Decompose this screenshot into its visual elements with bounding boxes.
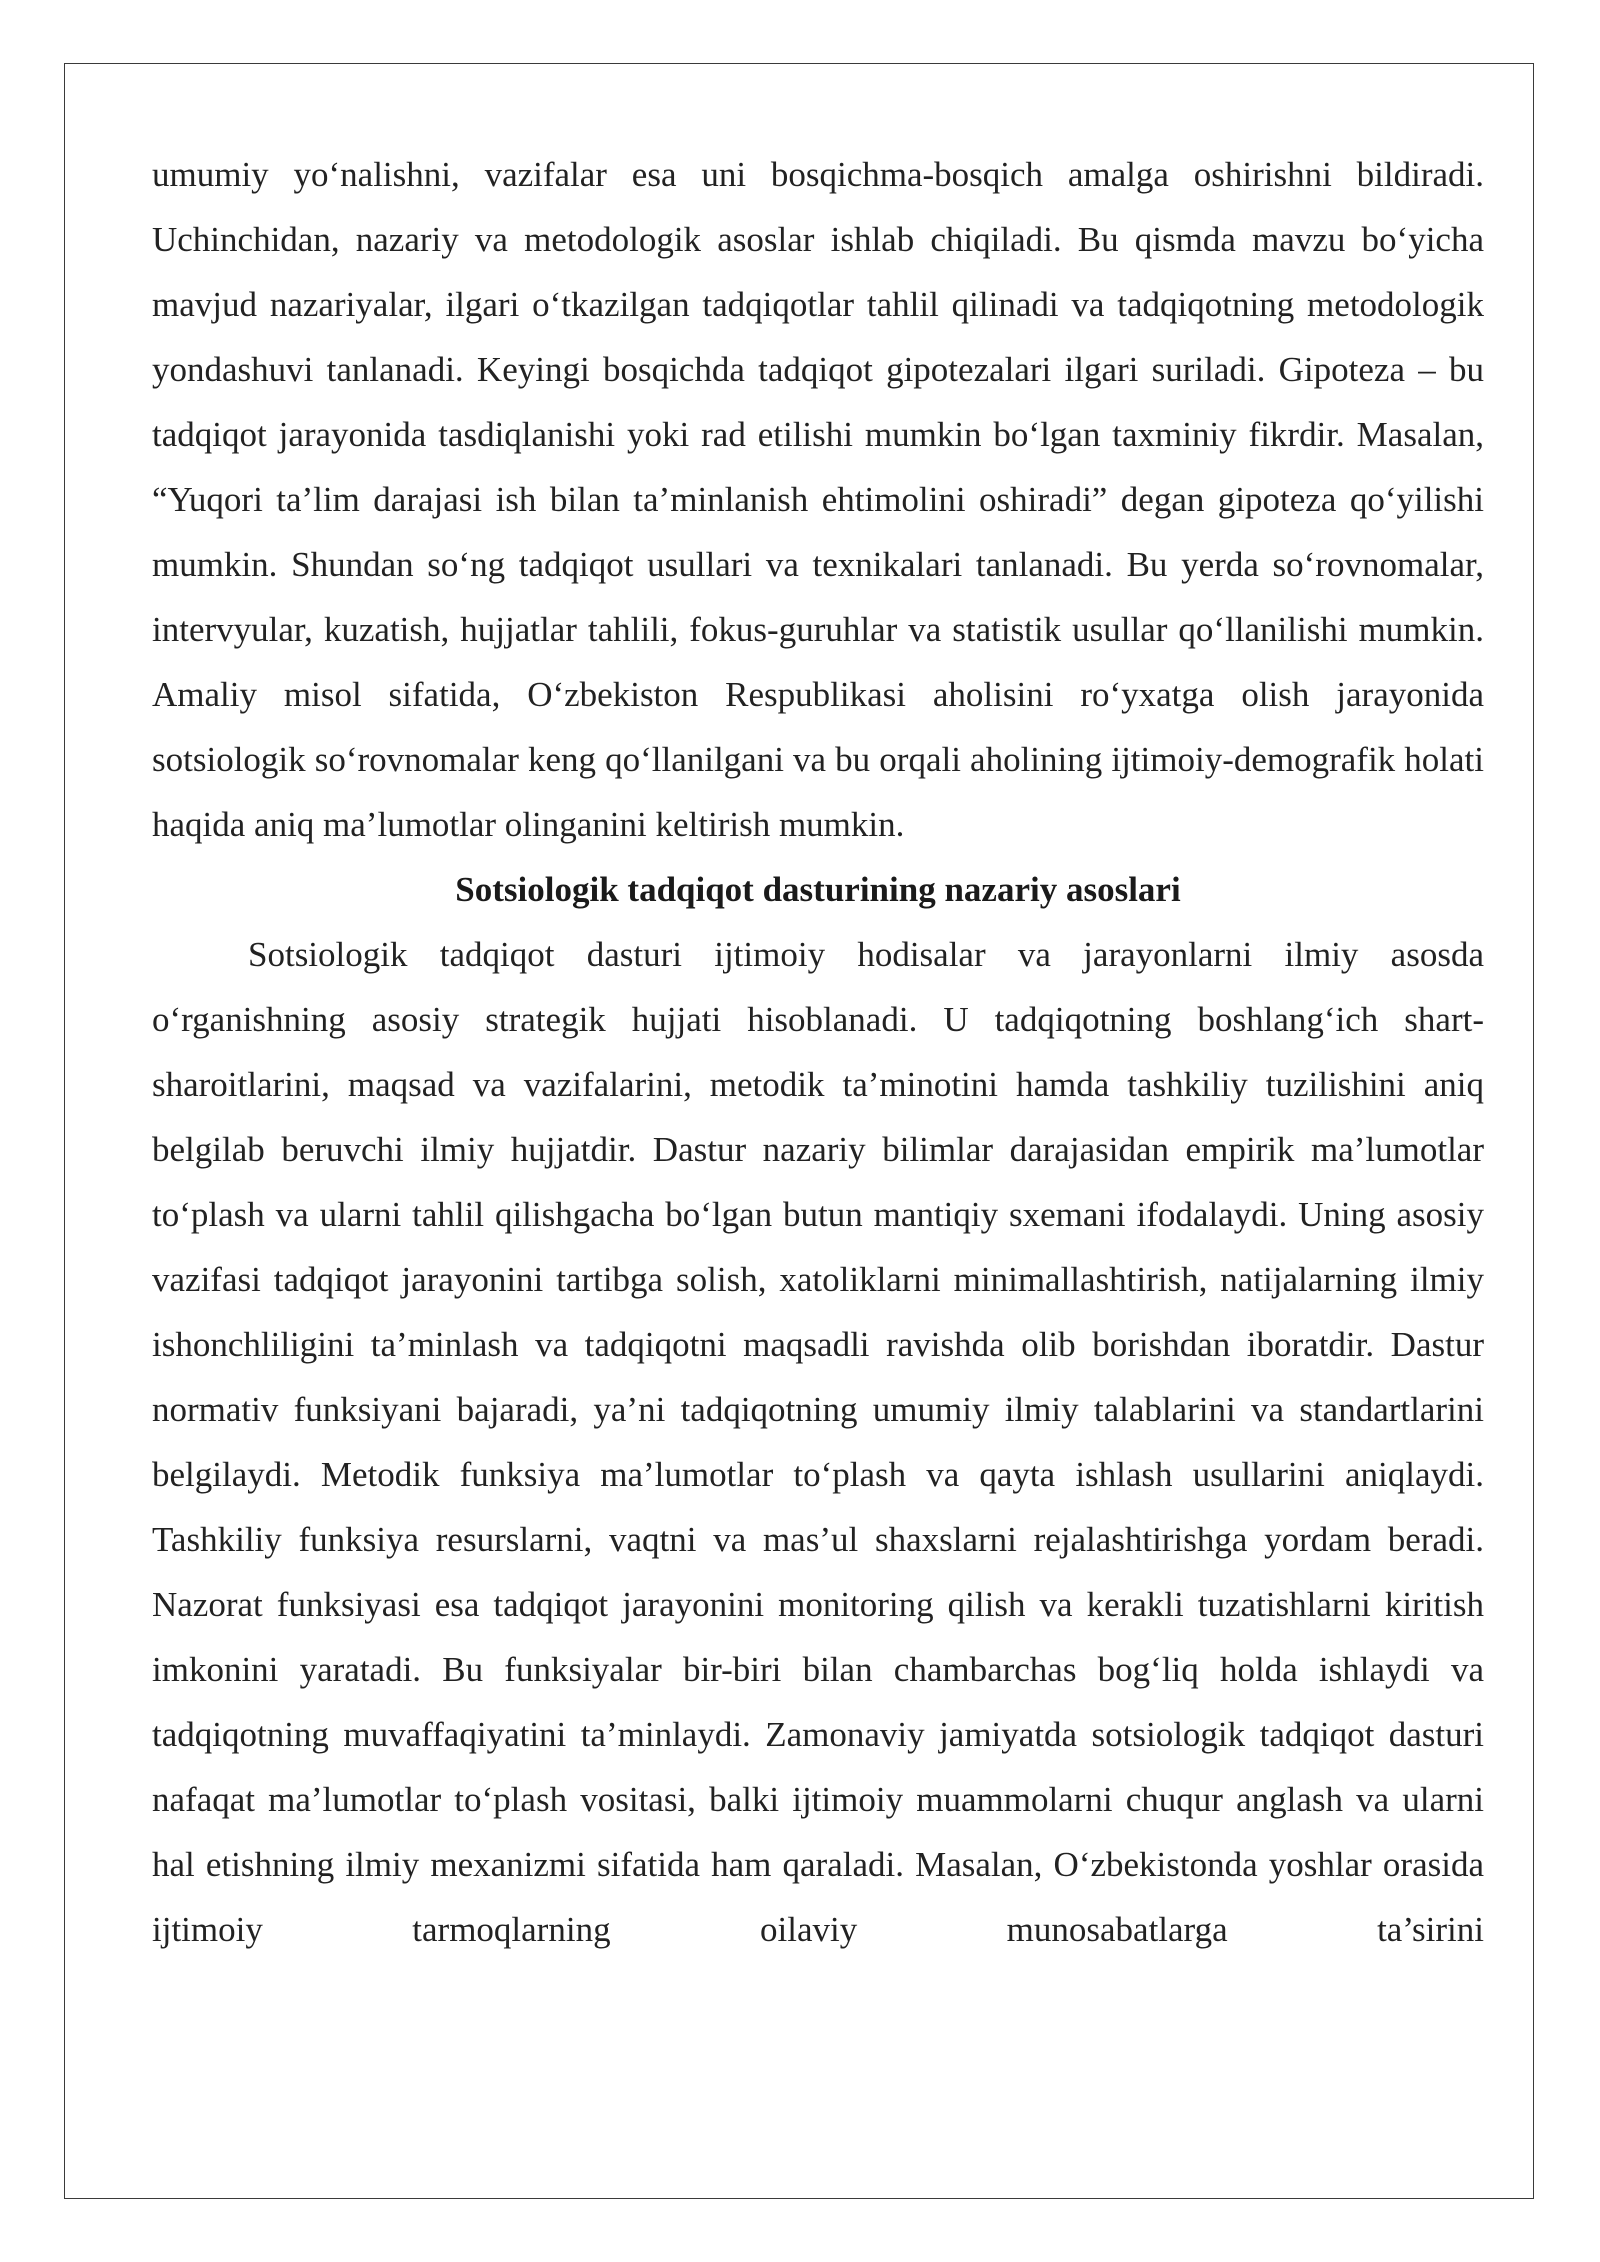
section-heading: Sotsiologik tadqiqot dasturining nazariy asoslari	[455, 870, 1181, 909]
document-body	[152, 142, 1484, 1962]
body-paragraph-2: Sotsiologik tadqiqot dasturi ijtimoiy hodisalar va jarayonlarni ilmiy asosda o‘rganishning asosiy strategik hujjati hisoblanadi. U tadqiqotning boshlang‘ich shart-sharoitlarini, maqsad va vazifalarini, metodik ta’minotini hamda tashkiliy tuzilishini aniq belgilab beruvchi ilmiy hujjatdir. Dastur nazariy bilimlar darajasidan empirik ma’lumotlar to‘plash va ularni tahlil qilishgacha bo‘lgan butun mantiqiy sxemani ifodalaydi. Uning asosiy vazifasi tadqiqot jarayonini tartibga solish, xatoliklarni minimallashtirish, natijalarning ilmiy ishonchliligini ta’minlash va tadqiqotni maqsadli ravishda olib borishdan iboratdir. Dastur normativ funksiyani bajaradi, ya’ni tadqiqotning umumiy ilmiy talablarini va standartlarini belgilaydi. Metodik funksiya ma’lumotlar to‘plash va qayta ishlash usullarini aniqlaydi. Tashkiliy funksiya resurslarni, vaqtni va mas’ul shaxslarni rejalashtirishga yordam beradi. Nazorat funksiyasi esa tadqiqot jarayonini monitoring qilish va kerakli tuzatishlarni kiritish imkonini yaratadi. Bu funksiyalar bir-biri bilan chambarchas bog‘liq holda ishlaydi va tadqiqotning muvaffaqiyatini ta’minlaydi. Zamonaviy jamiyatda sotsiologik tadqiqot dasturi nafaqat ma’lumotlar to‘plash vositasi, balki ijtimoiy muammolarni chuqur anglash va ularni hal etishning ilmiy mexanizmi sifatida ham qaraladi. Masalan, O‘zbekistonda yoshlar orasida ijtimoiy tarmoqlarning oilaviy munosabatlarga ta’sirini	[152, 935, 1484, 1949]
body-paragraph-1: umumiy yo‘nalishni, vazifalar esa uni bosqichma-bosqich amalga oshirishni bildiradi. Uchinchidan, nazariy va metodologik asoslar ishlab chiqiladi. Bu qismda mavzu bo‘yicha mavjud nazariyalar, ilgari o‘tkazilgan tadqiqotlar tahlil qilinadi va tadqiqotning metodologik yondashuvi tanlanadi. Keyingi bosqichda tadqiqot gipotezalari ilgari suriladi. Gipoteza – bu tadqiqot jarayonida tasdiqlanishi yoki rad etilishi mumkin bo‘lgan taxminiy fikrdir. Masalan, “Yuqori ta’lim darajasi ish bilan ta’minlanish ehtimolini oshiradi” degan gipoteza qo‘yilishi mumkin. Shundan so‘ng tadqiqot usullari va texnikalari tanlanadi. Bu yerda so‘rovnomalar, intervyular, kuzatish, hujjatlar tahlili, fokus-guruhlar va statistik usullar qo‘llanilishi mumkin. Amaliy misol sifatida, O‘zbekiston Respublikasi aholisini ro‘yxatga olish jarayonida sotsiologik so‘rovnomalar keng qo‘llanilgani va bu orqali aholining ijtimoiy-demografik holati haqida aniq ma’lumotlar olinganini keltirish mumkin.	[152, 155, 1484, 844]
